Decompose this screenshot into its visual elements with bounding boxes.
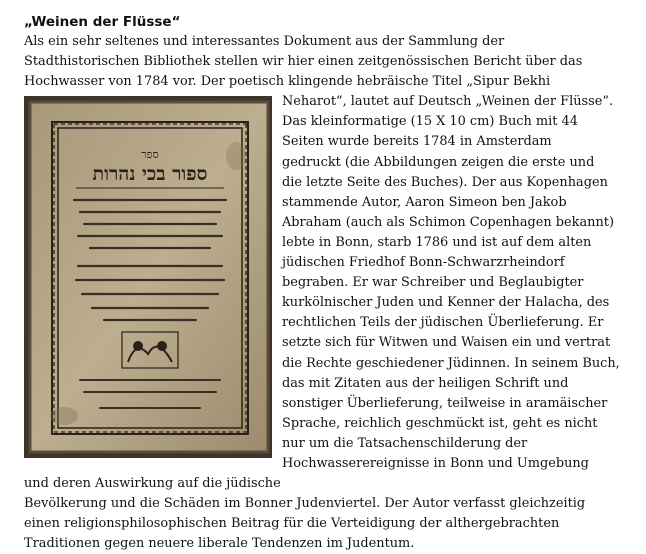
body-line: die letzte Seite des Buches). Der aus Kopenhagen bbox=[282, 174, 608, 190]
body-line: Seiten wurde bereits 1784 in Amsterdam bbox=[282, 134, 552, 150]
body-line: nur um die Tatsachenschilderung der bbox=[282, 435, 528, 451]
body-line: Bevölkerung und die Schäden im Bonner Judenviertel. Der Autor verfasst gleichzeitig bbox=[24, 496, 586, 512]
article-body bbox=[24, 32, 636, 554]
hebrew-header: ספר bbox=[141, 148, 159, 162]
body-line: Das kleinformatige (15 X 10 cm) Buch mit 44 bbox=[282, 114, 578, 130]
article-title: „Weinen der Flüsse“ bbox=[24, 14, 181, 30]
body-line: die Rechte geschiedener Jüdinnen. In seinem Buch, bbox=[282, 355, 620, 371]
body-line: Hochwasser von 1784 vor. Der poetisch klingende hebräische Titel „Sipur Bekhi bbox=[24, 74, 551, 90]
body-line: rechtlichen Teils der jüdischen Überlieferung. Er bbox=[282, 315, 604, 331]
body-line: stammende Autor, Aaron Simeon ben Jakob bbox=[282, 194, 567, 210]
body-line: und deren Auswirkung auf die jüdische bbox=[24, 476, 281, 492]
body-line: Neharot“, lautet auf Deutsch „Weinen der Flüsse“. bbox=[282, 94, 614, 110]
body-line: jüdischen Friedhof Bonn-Schwarzrheindorf bbox=[282, 255, 565, 271]
body-line: Sprache, reichlich geschmückt ist, geht es nicht bbox=[282, 415, 598, 431]
body-line: begraben. Er war Schreiber und Beglaubigter bbox=[282, 275, 584, 291]
body-line: Als ein sehr seltenes und interessantes Dokument aus der Sammlung der bbox=[24, 34, 505, 49]
body-line: gedruckt (die Abbildungen zeigen die erste und bbox=[282, 154, 595, 170]
body-line: Abraham (auch als Schimon Copenhagen bekannt) bbox=[282, 214, 614, 230]
body-line: Traditionen gegen neuere liberale Tendenzen im Judentum. bbox=[24, 536, 415, 552]
body-line: Stadthistorischen Bibliothek stellen wir hier einen zeitgenössischen Bericht über das bbox=[24, 54, 583, 70]
body-line: sonstiger Überlieferung, teilweise in aramäischer bbox=[282, 395, 608, 411]
body-line: das mit Zitaten aus der heiligen Schrift und bbox=[282, 375, 569, 391]
article bbox=[24, 12, 636, 554]
body-line: lebte in Bonn, starb 1786 und ist auf dem alten bbox=[282, 234, 592, 250]
body-line: kurkölnischer Juden und Kenner der Halacha, des bbox=[282, 295, 610, 311]
body-line: einen religionsphilosophischen Beitrag für die Verteidigung der althergebrachten bbox=[24, 516, 560, 532]
book-title-page-image bbox=[24, 96, 272, 458]
hebrew-book-title: ספור בכי נהרות bbox=[92, 163, 208, 186]
body-line: Hochwasserereignisse in Bonn und Umgebung bbox=[282, 455, 589, 471]
body-line: setzte sich für Witwen und Waisen ein und vertrat bbox=[282, 335, 611, 351]
